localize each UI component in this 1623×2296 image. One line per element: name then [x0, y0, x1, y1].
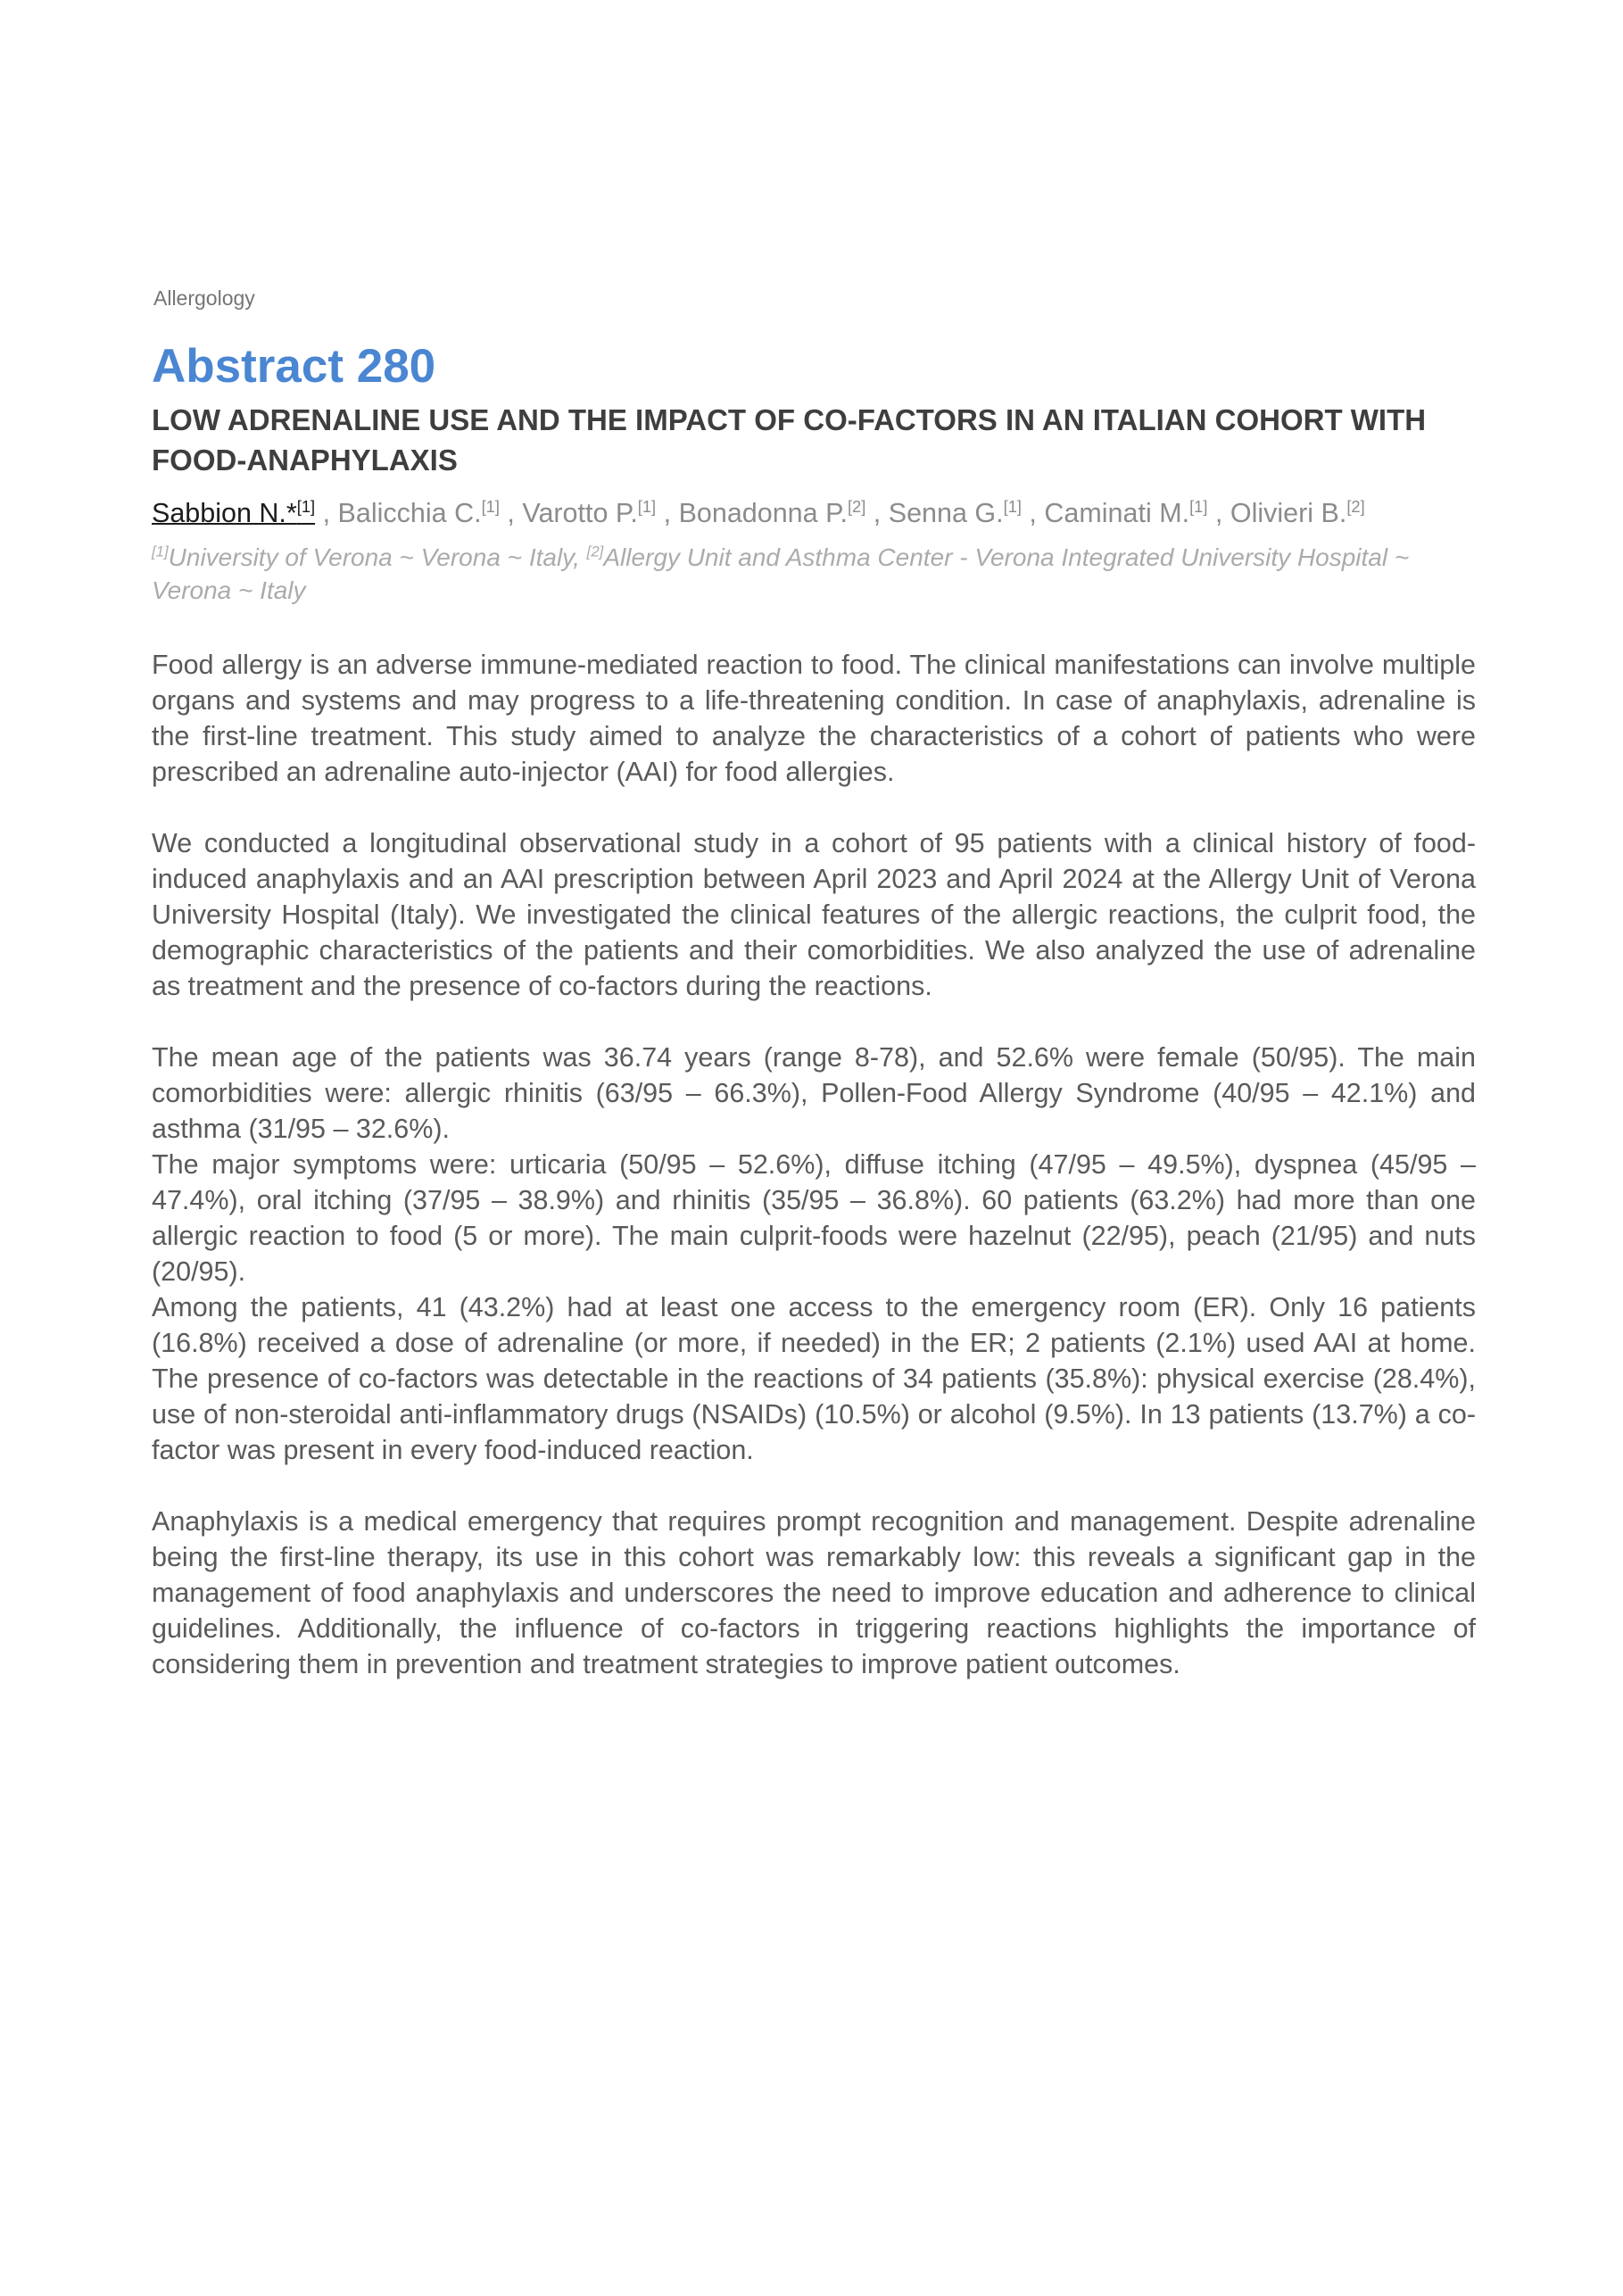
author: [1029, 498, 1207, 528]
abstract-paragraph: The major symptoms were: urticaria (50/95 – 52.6%), diffuse itching (47/95 – 49.5%), dyspnea (45/95 – 47.4%), oral itching (37/95 – 38.9%) and rhinitis (35/95 – 36.8%). 60 patients (63.2%) had more than one allergic reaction to food (5 or more). The main culprit-foods were hazelnut (22/95), peach (21/95) and nuts (20/95).: [152, 1149, 1476, 1287]
author-separator: ,: [1029, 498, 1045, 528]
affiliation-text: University of Verona ~ Verona ~ Italy,: [168, 543, 587, 571]
author: [664, 498, 866, 528]
author-name: Bonadonna P.: [678, 498, 848, 528]
author-name: Olivieri B.: [1230, 498, 1347, 528]
author-ref-number: [2]: [847, 496, 866, 516]
author-ref-number: [1]: [296, 496, 316, 516]
author: [323, 498, 500, 528]
affiliation-list: [152, 541, 1476, 607]
author-ref-number: [1]: [637, 496, 657, 516]
abstract-number-heading: Abstract 280: [152, 340, 436, 393]
author-separator: ,: [507, 498, 523, 528]
author-name: Varotto P.: [522, 498, 638, 528]
author-list: [152, 494, 1476, 532]
author-separator: ,: [873, 498, 889, 528]
author-name: Senna G.: [888, 498, 1004, 528]
author-name: Balicchia C.: [337, 498, 482, 528]
category-label: Allergology: [153, 286, 255, 310]
author-name: Sabbion N.*: [152, 498, 297, 528]
author: [1215, 498, 1365, 528]
author: [152, 498, 315, 528]
author: [874, 498, 1022, 528]
affiliation-ref-number: [2]: [586, 543, 604, 560]
author-separator: ,: [322, 498, 338, 528]
affiliation: [152, 543, 587, 571]
abstract-body: [152, 647, 1476, 1682]
author-ref-number: [1]: [481, 496, 500, 516]
abstract-paragraph: Among the patients, 41 (43.2%) had at least one access to the emergency room (ER). Only 16 patients (16.8%) received a dose of adrenaline (or more, if needed) in the ER; 2 patients (2.1%) used AAI at home. The presence of co-factors was detectable in the reactions of 34 patients (35.8%): physical exercise (28.4%), use of non-steroidal anti-inflammatory drugs (NSAIDs) (10.5%) or alcohol (9.5%). In 13 patients (13.7%) a co-factor was present in every food-induced reaction.: [152, 1292, 1476, 1465]
abstract-paragraph: We conducted a longitudinal observational study in a cohort of 95 patients with a clinical history of food-induced anaphylaxis and an AAI prescription between April 2023 and April 2024 at the Allergy Unit of Verona University Hospital (Italy). We investigated the clinical features of the allergic reactions, the culprit food, the demographic characteristics of the patients and their comorbidities. We also analyzed the use of adrenaline as treatment and the presence of co-factors during the reactions.: [152, 828, 1476, 1001]
affiliation-ref-number: [1]: [152, 543, 169, 560]
author-separator: ,: [1214, 498, 1230, 528]
author-ref-number: [1]: [1189, 496, 1208, 516]
author: [507, 498, 656, 528]
author-separator: ,: [663, 498, 679, 528]
affiliation-text: Allergy Unit and Asthma Center - Verona Integrated University Hospital ~ Verona ~ Italy: [152, 543, 1410, 604]
author-ref-number: [1]: [1003, 496, 1022, 516]
abstract-paragraph: Anaphylaxis is a medical emergency that requires prompt recognition and management. Despite adrenaline being the first-line therapy, its use in this cohort was remarkably low: this reveals a significant gap in the management of food anaphylaxis and underscores the need to improve education and adherence to clinical guidelines. Additionally, the influence of co-factors in triggering reactions highlights the importance of considering them in prevention and treatment strategies to improve patient outcomes.: [152, 1506, 1476, 1679]
abstract-paragraph: The mean age of the patients was 36.74 years (range 8-78), and 52.6% were female (50/95). The main comorbidities were: allergic rhinitis (63/95 – 66.3%), Pollen-Food Allergy Syndrome (40/95 – 42.1%) and asthma (31/95 – 32.6%).: [152, 1042, 1476, 1144]
abstract-page: [152, 286, 1476, 1718]
abstract-paragraph: Food allergy is an adverse immune-mediated reaction to food. The clinical manifestations can involve multiple organs and systems and may progress to a life-threatening condition. In case of anaphylaxis, adrenaline is the first-line treatment. This study aimed to analyze the characteristics of a cohort of patients who were prescribed an adrenaline auto-injector (AAI) for food allergies.: [152, 650, 1476, 787]
author-name: Caminati M.: [1044, 498, 1190, 528]
abstract-title: LOW ADRENALINE USE AND THE IMPACT OF CO-FACTORS IN AN ITALIAN COHORT WITH FOOD-ANAPHYLAXIS: [152, 403, 1427, 477]
author-ref-number: [2]: [1346, 496, 1365, 516]
